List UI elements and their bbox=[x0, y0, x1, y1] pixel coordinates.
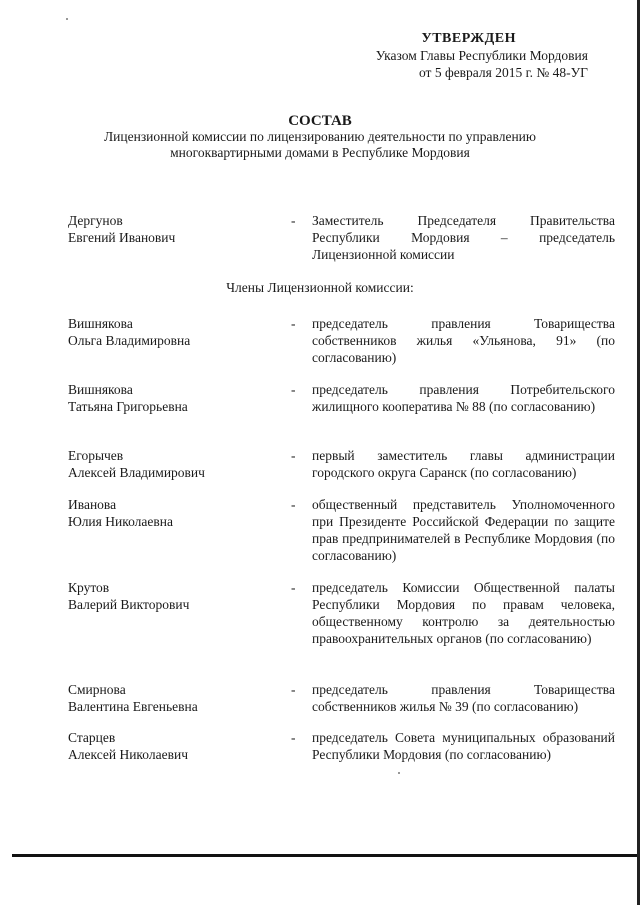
member-role: председатель правления Потребительского жилищного кооператива № 88 (по согласованию) bbox=[312, 382, 615, 414]
member-given-names: Алексей Владимирович bbox=[68, 465, 205, 480]
members-heading: Члены Лицензионной комиссии: bbox=[226, 280, 414, 295]
member-role: председатель правления Товарищества собственников жилья «Ульянова, 91» (по согласованию) bbox=[312, 316, 615, 365]
member-surname: Егорычев bbox=[68, 448, 124, 463]
member-given-names: Валентина Евгеньевна bbox=[68, 699, 198, 714]
approval-date-number: от 5 февраля 2015 г. № 48-УГ bbox=[418, 65, 588, 80]
member-surname: Смирнова bbox=[68, 682, 126, 697]
member-surname: Вишнякова bbox=[68, 316, 133, 331]
member-name bbox=[68, 315, 278, 349]
member-name bbox=[68, 681, 278, 715]
member-given-names: Татьяна Григорьевна bbox=[68, 399, 188, 414]
member-name bbox=[68, 447, 278, 481]
approval-label: УТВЕРЖДЕН bbox=[421, 31, 516, 46]
member-dash: - bbox=[291, 682, 296, 697]
member-given-names: Ольга Владимировна bbox=[68, 333, 191, 348]
member-given-names: Алексей Николаевич bbox=[68, 747, 188, 762]
document-title: СОСТАВ bbox=[288, 113, 352, 129]
member-surname: Старцев bbox=[68, 730, 116, 745]
member-role: первый заместитель главы администрации городского округа Саранск (по согласованию) bbox=[312, 448, 615, 480]
member-surname: Крутов bbox=[68, 580, 110, 595]
member-name bbox=[68, 579, 278, 613]
member-role: председатель Комиссии Общественной палаты Республики Мордовия по правам человека, общественному контролю за деятельностью правоохранительных органов (по согласованию) bbox=[312, 580, 615, 646]
member-dash: - bbox=[291, 316, 296, 331]
scan-bottom-edge bbox=[12, 854, 637, 857]
document-subtitle: Лицензионной комиссии по лицензированию деятельности по управлению многоквартирными домами в Республике Мордовия bbox=[104, 129, 536, 160]
member-role: Заместитель Председателя Правительства Республики Мордовия – председатель Лицензионной комиссии bbox=[312, 213, 615, 262]
member-role: председатель Совета муниципальных образований Республики Мордовия (по согласованию) bbox=[312, 730, 615, 762]
member-role: председатель правления Товарищества собственников жилья № 39 (по согласованию) bbox=[312, 682, 615, 714]
approval-decree: Указом Главы Республики Мордовия bbox=[375, 48, 588, 63]
member-dash: - bbox=[291, 580, 296, 595]
member-name bbox=[68, 729, 278, 763]
member-surname: Вишнякова bbox=[68, 382, 133, 397]
member-given-names: Валерий Викторович bbox=[68, 597, 190, 612]
member-given-names: Юлия Николаевна bbox=[68, 514, 173, 529]
member-dash: - bbox=[291, 497, 296, 512]
member-name bbox=[68, 381, 278, 415]
member-surname: Дергунов bbox=[68, 213, 123, 228]
scan-speck bbox=[398, 772, 400, 774]
scan-speck bbox=[66, 18, 68, 20]
member-dash: - bbox=[291, 730, 296, 745]
member-given-names: Евгений Иванович bbox=[68, 230, 176, 245]
approval-stamp bbox=[328, 30, 588, 81]
member-role: общественный представитель Уполномоченного при Президенте Российской Федерации по защите прав предпринимателей в Республике Мордовия (по согласованию) bbox=[312, 497, 615, 563]
member-dash: - bbox=[291, 382, 296, 397]
member-dash: - bbox=[291, 448, 296, 463]
member-surname: Иванова bbox=[68, 497, 117, 512]
member-dash: - bbox=[291, 213, 296, 228]
member-name bbox=[68, 212, 278, 246]
member-name bbox=[68, 496, 278, 530]
